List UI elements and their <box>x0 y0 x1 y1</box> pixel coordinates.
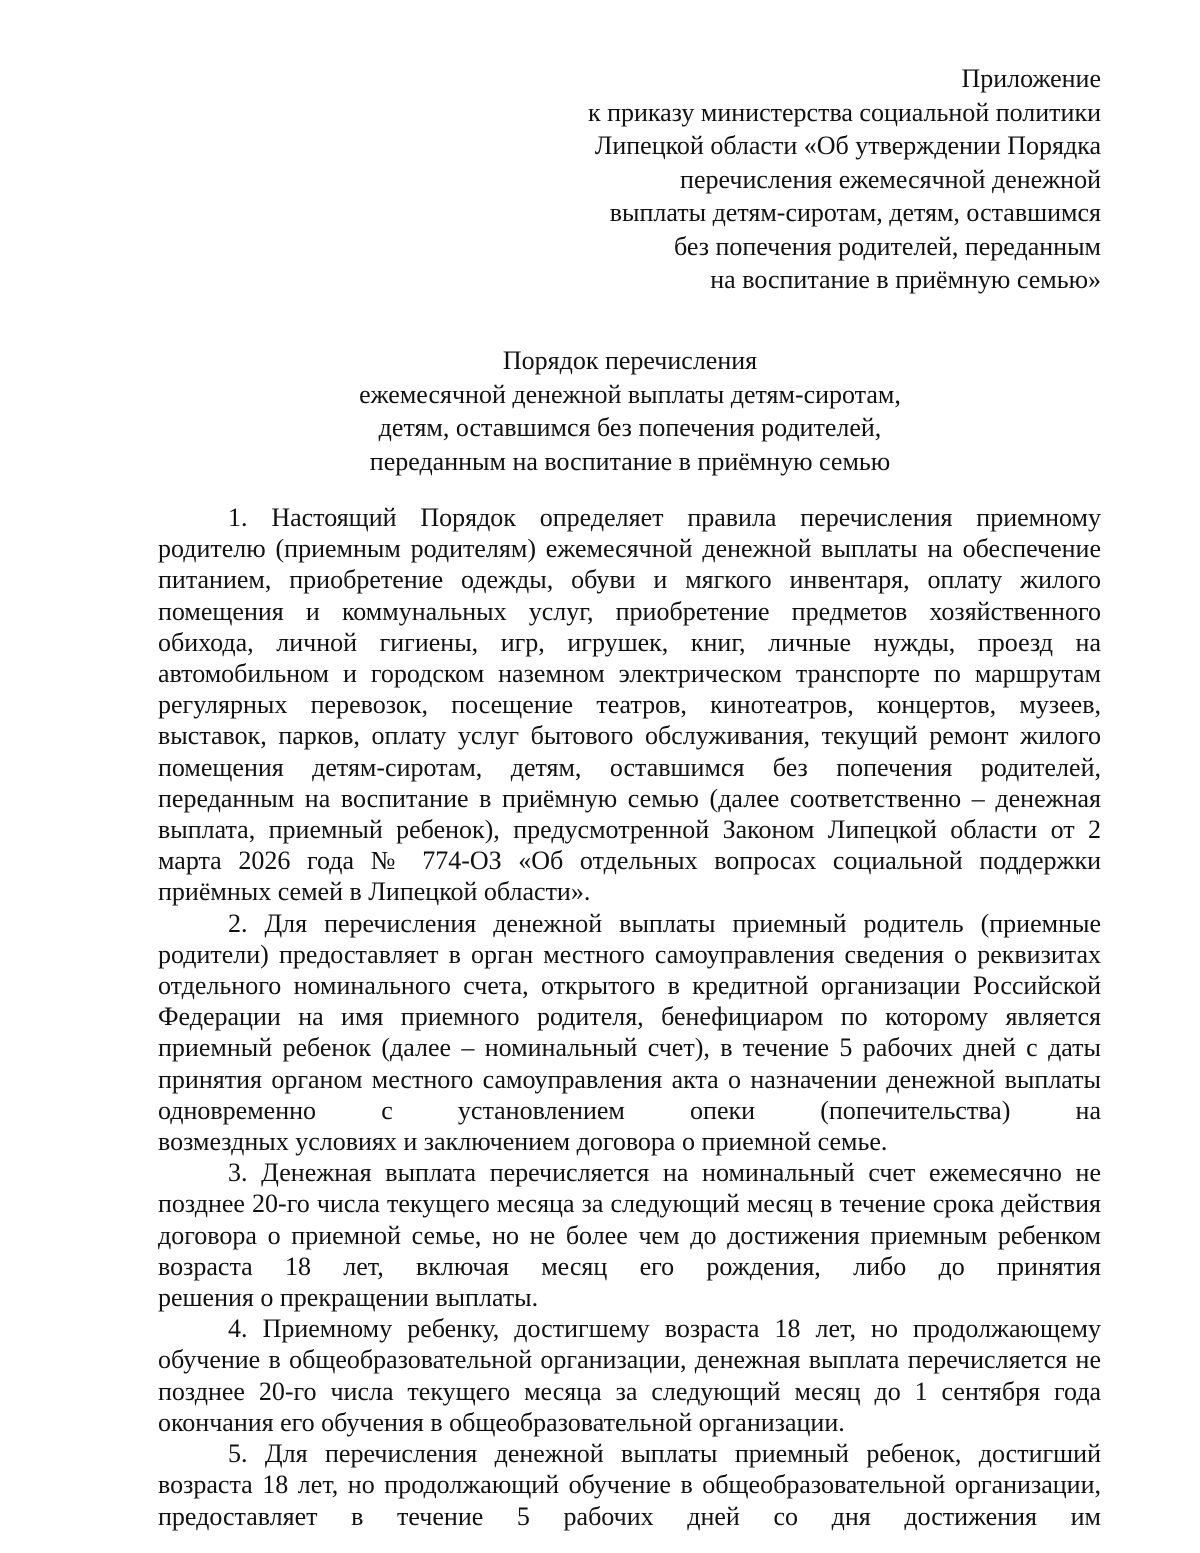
appendix-line: выплаты детям-сиротам, детям, оставшимся <box>609 198 1101 227</box>
paragraph-last-line: возмездных условиях и заключением договора о приемной семье. <box>158 1127 888 1157</box>
title-line: детям, оставшимся без попечения родителей, <box>378 413 882 442</box>
document-title <box>0 344 1200 478</box>
appendix-header <box>461 62 1101 297</box>
paragraph-5 <box>158 1438 1101 1532</box>
paragraph-text: 1. Настоящий Порядок определяет правила перечисления приемному родителю (приемным родителям) ежемесячной денежной выплаты на обеспечение питанием, приобретение одежды, обуви и мягкого инвентаря, оплату жилого помещения и коммунальных услуг, приобретение предметов хозяйственного обихода, личной гигиены, игр, игрушек, книг, личные нужды, проезд на автомобильном и городском наземном электрическом транспорте по маршрутам регулярных перевозок, посещение театров, кинотеатров, концертов, музеев, выставок, парков, оплату услуг бытового обслуживания, текущий ремонт жилого помещения детям-сиротам, детям, оставшимся без попечения родителей, переданным на воспитание в приёмную семью (далее соответственно – денежная выплата, приемный ребенок), предусмотренной Законом Липецкой области от 2 марта 2026 года № 774-ОЗ «Об отдельных вопросах социальной поддержки <box>158 503 1101 876</box>
title-line: Порядок перечисления <box>502 346 758 375</box>
paragraph-4 <box>158 1313 1101 1438</box>
appendix-line: к приказу министерства социальной политики <box>587 97 1101 127</box>
paragraph-last-line: окончания его обучения в общеобразовательной организации. <box>158 1407 845 1437</box>
document-body <box>158 502 1101 1532</box>
title-line: ежемесячной денежной выплаты детям-сиротам, <box>359 379 901 409</box>
paragraph-text: 3. Денежная выплата перечисляется на номинальный счет ежемесячно не позднее 20-го числа текущего месяца за следующий месяц в течение срока действия договора о приемной семье, но не более чем до достижения приемным ребенком возраста 18 лет, включая месяц его рождения, либо до принятия <box>158 1158 1101 1281</box>
appendix-line: на воспитание в приёмную семью» <box>710 265 1101 294</box>
paragraph-text: 4. Приемному ребенку, достигшему возраста 18 лет, но продолжающему обучение в общеобразовательной организации, денежная выплата перечисляется не позднее 20-го числа текущего месяца за следующий месяц до 1 сентября года <box>158 1314 1101 1406</box>
paragraph-text: 5. Для перечисления денежной выплаты приемный ребенок, достигший возраста 18 лет, но продолжающий обучение в общеобразовательной организации, предоставляет в течение 5 рабочих дней со дня достижения им <box>158 1439 1101 1531</box>
paragraph-last-line: решения о прекращении выплаты. <box>158 1283 539 1313</box>
paragraph-text: 2. Для перечисления денежной выплаты приемный родитель (приемные родители) предоставляет в орган местного самоуправления сведения о реквизитах отдельного номинального счета, открытого в кредитной организации Российской Федерации на имя приемного родителя, бенефициаром по которому является приемный ребенок (далее – номинальный счет), в течение 5 рабочих дней с даты принятия органом местного самоуправления акта о назначении денежной выплаты одновременно с установлением опеки (попечительства) на <box>158 908 1101 1125</box>
paragraph-last-line: приёмных семей в Липецкой области». <box>158 877 591 907</box>
appendix-line: Приложение <box>961 64 1101 93</box>
appendix-line: Липецкой области «Об утверждении Порядка <box>594 131 1101 160</box>
paragraph-1 <box>158 502 1101 908</box>
appendix-line: перечисления ежемесячной денежной <box>680 164 1101 194</box>
paragraph-3 <box>158 1157 1101 1313</box>
paragraph-2 <box>158 908 1101 1158</box>
title-line: переданным на воспитание в приёмную семью <box>369 446 891 476</box>
appendix-line: без попечения родителей, переданным <box>673 231 1101 261</box>
